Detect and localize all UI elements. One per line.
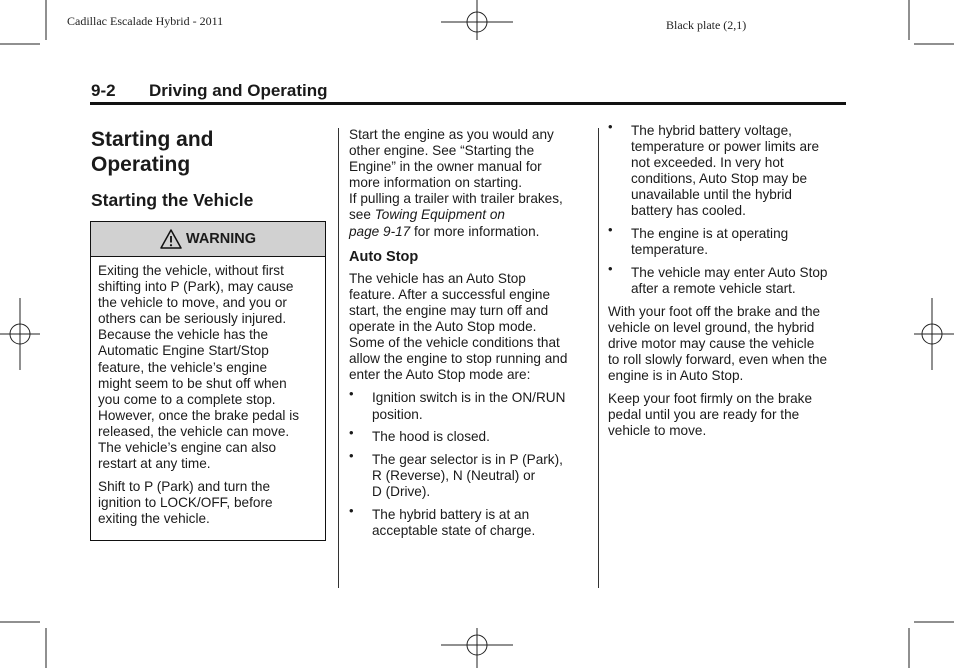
main-title-line: Starting and <box>91 128 214 151</box>
text-line: drive motor may cause the vehicle <box>608 335 815 351</box>
text-line: you come to a complete stop. <box>98 391 276 407</box>
bullet-icon: • <box>349 502 354 518</box>
text-line: Some of the vehicle conditions that <box>349 335 560 351</box>
text-line: allow the engine to stop running and <box>349 351 568 367</box>
page-number: 9-2 <box>91 81 116 100</box>
autostop-heading: Auto Stop <box>349 248 419 265</box>
text-line: The vehicle has an Auto Stop <box>349 270 526 286</box>
text-fragment: see <box>349 207 375 223</box>
text-line: other engine. See “Starting the <box>349 143 535 159</box>
bullet-icon: • <box>349 386 354 402</box>
text-line: exiting the vehicle. <box>98 511 210 527</box>
main-title-line: Operating <box>91 153 191 176</box>
list-item <box>349 425 589 445</box>
text-line: acceptable state of charge. <box>372 522 536 538</box>
text-line: The vehicle’s engine can also <box>98 440 277 456</box>
text-line: not exceeded. In very hot <box>631 155 784 171</box>
column-divider <box>598 128 599 588</box>
text-line: the vehicle to move, and you or <box>98 295 287 311</box>
bullet-icon: • <box>349 425 354 441</box>
brake-paragraph <box>608 391 848 439</box>
text-line: operate in the Auto Stop mode. <box>349 319 537 335</box>
text-line: restart at any time. <box>98 456 211 472</box>
text-line: released, the vehicle can move. <box>98 423 290 439</box>
text-line: unavailable until the hybrid <box>631 187 792 203</box>
text-line: after a remote vehicle start. <box>631 281 796 297</box>
text-line: The hood is closed. <box>372 429 490 445</box>
text-line: ignition to LOCK/OFF, before <box>98 495 273 511</box>
plate-left-text: Cadillac Escalade Hybrid - 2011 <box>67 14 224 28</box>
intro-paragraph <box>349 127 589 240</box>
text-line: engine is in Auto Stop. <box>608 368 744 384</box>
text-line: to roll slowly forward, even when the <box>608 352 828 367</box>
column-2 <box>349 127 589 546</box>
text-line: The vehicle may enter Auto Stop <box>631 264 828 280</box>
text-line: Exiting the vehicle, without first <box>98 263 284 278</box>
text-line: position. <box>372 406 423 422</box>
bullet-icon: • <box>349 447 354 463</box>
text-line: Ignition switch is in the ON/RUN <box>372 390 566 406</box>
text-line: temperature or power limits are <box>631 139 820 155</box>
plate-right-text: Black plate (2,1) <box>666 18 747 32</box>
autostop-paragraph <box>349 271 589 384</box>
text-line: vehicle to move. <box>608 423 707 439</box>
warning-box <box>90 221 326 541</box>
text-line: R (Reverse), N (Neutral) or <box>372 467 536 483</box>
warning-header <box>91 222 325 257</box>
text-line: Because the vehicle has the <box>98 327 269 343</box>
text-line: The engine is at operating <box>631 226 789 242</box>
column-3 <box>608 119 848 439</box>
text-line: pedal until you are ready for the <box>608 407 800 423</box>
list-item <box>349 502 589 539</box>
text-line: feature. After a successful engine <box>349 286 551 302</box>
text-line: might seem to be shut off when <box>98 375 287 391</box>
text-line: more information on starting. <box>349 175 523 191</box>
conditions-list <box>349 386 589 539</box>
text-line: Keep your foot firmly on the brake <box>608 391 813 407</box>
warning-triangle-icon <box>160 229 182 249</box>
section-title: Driving and Operating <box>149 81 328 100</box>
text-line: enter the Auto Stop mode are: <box>349 367 531 383</box>
column-divider <box>338 128 339 588</box>
list-item <box>349 447 589 500</box>
text-line: The hybrid battery is at an <box>372 506 530 522</box>
text-line: If pulling a trailer with trailer brakes, <box>349 191 563 207</box>
text-line: feature, the vehicle’s engine <box>98 359 268 375</box>
text-line: Engine” in the owner manual for <box>349 159 542 175</box>
bullet-icon: • <box>608 222 613 238</box>
list-item <box>608 222 848 258</box>
text-line: Automatic Engine Start/Stop <box>98 343 269 359</box>
rolling-paragraph <box>608 304 848 384</box>
conditions-list-continued <box>608 119 848 297</box>
list-item <box>349 386 589 422</box>
text-line: conditions, Auto Stop may be <box>631 171 808 187</box>
text-line: Shift to P (Park) and turn the <box>98 479 271 495</box>
cross-reference-link[interactable]: page 9-17 <box>349 223 411 239</box>
subsection-title: Starting the Vehicle <box>91 190 254 210</box>
text-line: others can be seriously injured. <box>98 311 287 327</box>
text-line: battery has cooled. <box>631 203 746 219</box>
text-line: vehicle on level ground, the hybrid <box>608 319 815 335</box>
main-title <box>91 127 214 177</box>
text-line: With your foot off the brake and the <box>608 303 821 319</box>
bullet-icon: • <box>608 260 613 276</box>
text-line: shifting into P (Park), may cause <box>98 279 294 295</box>
list-item <box>608 119 848 220</box>
text-line: start, the engine may turn off and <box>349 302 549 318</box>
list-item <box>608 260 848 297</box>
bullet-icon: • <box>608 119 613 134</box>
text-line: D (Drive). <box>372 484 431 500</box>
text-line: temperature. <box>631 242 709 258</box>
text-fragment: for more information. <box>410 223 540 239</box>
header-rule <box>90 102 846 105</box>
text-line: Start the engine as you would any <box>349 127 554 142</box>
warning-text <box>91 257 325 527</box>
text-line: The hybrid battery voltage, <box>631 123 792 138</box>
warning-paragraph <box>98 479 318 527</box>
text-line: However, once the brake pedal is <box>98 407 300 423</box>
text-line: The gear selector is in P (Park), <box>372 451 563 467</box>
warning-paragraph <box>98 263 318 472</box>
warning-label: WARNING <box>185 231 257 247</box>
cross-reference-link[interactable]: Towing Equipment on <box>374 207 505 223</box>
